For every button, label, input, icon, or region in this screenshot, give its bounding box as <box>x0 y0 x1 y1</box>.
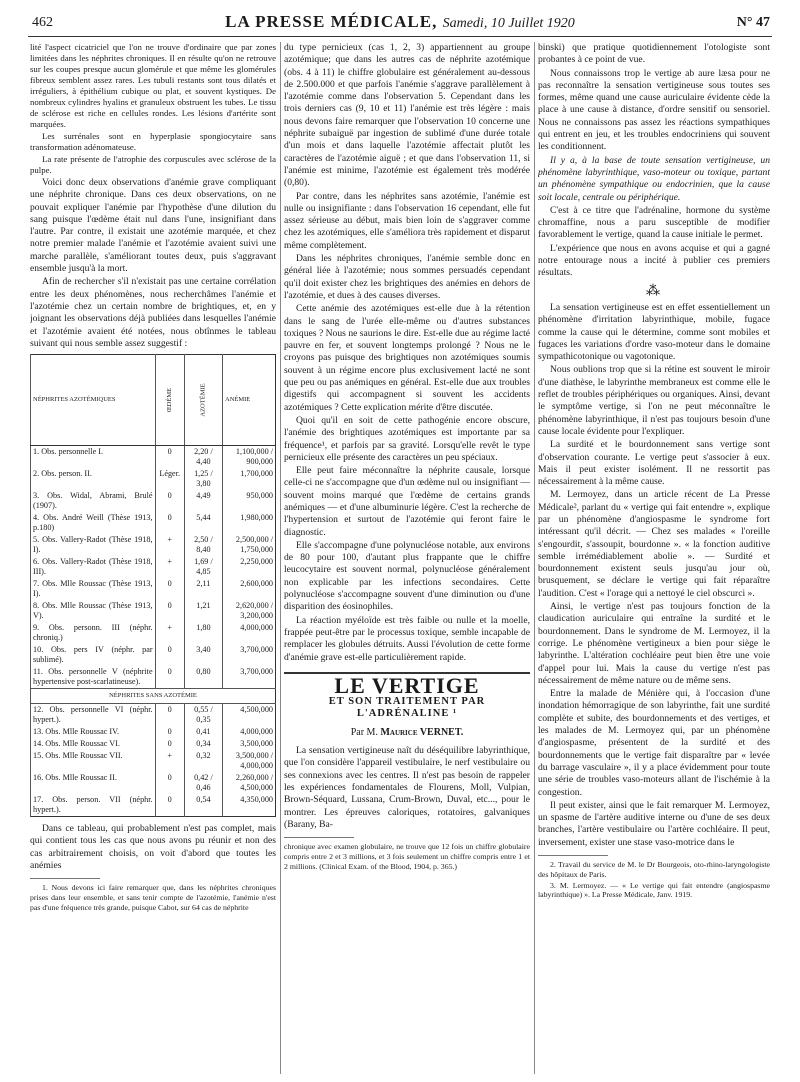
table-cell-oedeme: + <box>155 534 184 556</box>
table-cell-anemie: 2,600,000 <box>223 578 276 600</box>
table-section-label: NÉPHRITES SANS AZOTÉMIE <box>31 689 276 704</box>
table-cell-oedeme: 0 <box>155 772 184 794</box>
table-cell-anemie: 950,000 <box>223 490 276 512</box>
table-cell-oedeme: 0 <box>155 512 184 534</box>
paragraph: L'expérience que nous en avons acquise et qui a gagné notre entourage nous a incité à publier ces premiers résultats. <box>538 242 770 279</box>
table-cell-name: 8. Obs. Mlle Roussac (Thèse 1913, V). <box>31 600 156 622</box>
table-cell-azot: 0,55 / 0,35 <box>184 704 222 727</box>
table-cell-name: 4. Obs. André Weill (Thèse 1913, p.180) <box>31 512 156 534</box>
table-row <box>31 738 276 750</box>
paragraph: La sensation vertigineuse est en effet essentiellement un phénomène d'irritation labyrinthique, mobile, fugace comme la cause qui le détermine, comme sont mobiles et fugaces les variations d'ordre vaso-moteur dans le domaine sympathicotonique ou vagotonique. <box>538 301 770 363</box>
footnote: 2. Travail du service de M. le Dr Bourgeois, oto-rhino-laryngologiste des hôpitaux de Paris. <box>538 860 770 879</box>
table-cell-azot: 0,80 <box>184 666 222 689</box>
table-row <box>31 750 276 772</box>
column-3 <box>538 42 770 1072</box>
table-cell-name: 14. Obs. Mlle Roussac VI. <box>31 738 156 750</box>
table-row <box>31 468 276 490</box>
table-cell-anemie: 3,500,000 <box>223 738 276 750</box>
table-cell-azot: 0,32 <box>184 750 222 772</box>
table-cell-oedeme: 0 <box>155 446 184 469</box>
table-cell-azot: 1,80 <box>184 622 222 644</box>
footnote-rule <box>284 837 354 838</box>
table-cell-name: 5. Obs. Vallery-Radot (Thèse 1918, I). <box>31 534 156 556</box>
table-cell-anemie: 2,620,000 / 3,200,000 <box>223 600 276 622</box>
table-cell-oedeme: 0 <box>155 726 184 738</box>
paragraph: Entre la malade de Ménière qui, à l'occasion d'une inondation hémorragique de son labyrinthe, fait une surdité complète et subite, des bourdonnements et des vertiges, et les malades de M. Lermoyez qui, par un phénomène d'angiospasme, présentent de la surdité et des bourdonnements que le vertige fait disparaître par « levée du barrage vasculaire », il y a place évidemment pour toute une série de troubles vaso-moteurs allant de l'ischémie à la congestion. <box>538 688 770 798</box>
footnote: chronique avec examen globulaire, ne trouve que 12 fois un chiffre globulaire compris entre 2 et 3 millions, et 3 fois seulement un chiffre compris entre 1 et 2 millions. (Clinical Exam. of the Blood, 1904, p. 365.) <box>284 842 530 871</box>
table-row <box>31 794 276 817</box>
table-cell-name: 15. Obs. Mlle Roussac VII. <box>31 750 156 772</box>
article-title-block <box>284 672 530 739</box>
table-cell-anemie: 2,250,000 <box>223 556 276 578</box>
table-cell-azot: 0,41 <box>184 726 222 738</box>
table-cell-name: 17. Obs. person. VII (néphr. hypert.). <box>31 794 156 817</box>
paragraph: Dans ce tableau, qui probablement n'est pas complet, mais qui contient tous les cas que nous avons pu réunir et non des cas arbitrairement choisis, on voit d'abord que toutes les anémies <box>30 823 276 872</box>
table-cell-oedeme: 0 <box>155 666 184 689</box>
table-cell-name: 11. Obs. personnelle V (néphrite hypertensive post-scarlatineuse). <box>31 666 156 689</box>
paragraph: Voici donc deux observations d'anémie grave compliquant une néphrite chronique. Dans ces deux observations, on ne pouvait expliquer l'anémie par l'hypothèse d'une dilution du sang puisque l'œdème était nul dans l'une, insignifiant dans l'autre. Par contre, il existait une azotémie marquée, et chez notre premier malade l'anémie et l'azotémie avaient suivi une marche parallèle, s'améliorant toutes deux, puis s'aggravant ensemble jusqu'à la mort. <box>30 177 276 275</box>
table-cell-oedeme: 0 <box>155 738 184 750</box>
table-body-non-azotemic <box>31 704 276 817</box>
journal-title: LA PRESSE MÉDICALE, <box>225 12 438 31</box>
table-row <box>31 512 276 534</box>
page-header <box>28 6 772 36</box>
table-cell-oedeme: 0 <box>155 794 184 817</box>
table-cell-azot: 0,54 <box>184 794 222 817</box>
table-cell-name: 10. Obs. pers IV (néphr. par sublimé). <box>31 644 156 666</box>
column-2 <box>284 42 530 1072</box>
paragraph: Cette anémie des azotémiques est-elle due à la rétention dans le sang de l'urée elle-même ou d'autres substances toxiques ? Nous ne saurions le dire. Est-elle due au régime lacté pauvre en fer, et souvent longtemps prolongé ? Nous ne le croyons pas puisque des brightiques non azotémiques soumis souvent à un régime encore plus exclusivement lacté ne sont que peu ou pas anémiques en général. Est-elle due aux troubles digestifs qui accompagnent si souvent les accidents azotémiques ? Cette explication mérite d'être discutée. <box>284 303 530 413</box>
table-row <box>31 666 276 689</box>
table-cell-oedeme: 0 <box>155 578 184 600</box>
table-cell-anemie: 1,100,000 / 900,000 <box>223 446 276 469</box>
table-cell-anemie: 3,700,000 <box>223 644 276 666</box>
table-cell-anemie: 2,500,000 / 1,750,000 <box>223 534 276 556</box>
paragraph: La réaction myéloïde est très faible ou nulle et la moelle, frappée peut-être par le processus toxique, semble incapable de remplacer les globules détruits. Aussi l'évolution de cette forme d'anémie grave est-elle particulièrement rapide. <box>284 614 530 663</box>
article-author: Maurice VERNET. <box>380 726 464 738</box>
paragraph: La rate présente de l'atrophie des corpuscules avec sclérose de la pulpe. <box>30 154 276 175</box>
paragraph: Elle s'accompagne d'une polynucléose notable, aux environs de 80 pour 100, d'autant plus frappante que le chiffre leucocytaire est souvent normal, polynucléose généralement non explicable par les infections secondaires. Cette polynucléose s'accompagne souvent d'une diminution ou d'une disparition des éosinophiles. <box>284 539 530 613</box>
table-cell-azot: 4,49 <box>184 490 222 512</box>
table-row <box>31 726 276 738</box>
table-cell-anemie: 1,700,000 <box>223 468 276 490</box>
table-cell-azot: 1,25 / 3,80 <box>184 468 222 490</box>
page-number: 462 <box>32 15 53 30</box>
table-cell-name: 6. Obs. Vallery-Radot (Thèse 1918, III). <box>31 556 156 578</box>
table-cell-anemie: 1,980,000 <box>223 512 276 534</box>
table-header-nephrites: NÉPHRITES AZOTÉMIQUES <box>31 355 156 446</box>
paragraph: Nous oublions trop que si la rétine est souvent le miroir d'une diathèse, le labyrinthe membraneux est comme elle le reflet de troubles périphériques ou organiques. Ainsi, devant le symptôme vertige, si l'on ne peut méconnaître le phénomène labyrinthique, il n'est pas toujours besoin d'une cause locale évidente pour l'expliquer. <box>538 364 770 437</box>
table-cell-name: 16. Obs. Mlle Roussac II. <box>31 772 156 794</box>
paragraph: Nous connaissons trop le vertige ab aure læsa pour ne pas reconnaître la sensation vertigineuse sous toutes ses formes, même quand une cause auriculaire évidente cède la place à une cause à distance, d'ordre sensitif ou sensoriel. Nous ne connaissons pas assez les réactions sympathiques qui entrent en jeu, et les troubles endocriniens qui souvent les conditionnent. <box>538 67 770 153</box>
table-cell-oedeme: + <box>155 750 184 772</box>
article-byline <box>284 727 530 739</box>
article-subtitle: ET SON TRAITEMENT PAR L'ADRÉNALINE ¹ <box>328 696 486 720</box>
paragraph: Quoi qu'il en soit de cette pathogénie encore obscure, l'anémie des brightiques azotémiques est importante par sa fréquence¹, et parfois par sa gravité. Lorsqu'elle revêt le type pernicieux elle présente des caractères un peu spéciaux. <box>284 414 530 463</box>
table-cell-name: 1. Obs. personnelle I. <box>31 446 156 469</box>
table-row <box>31 772 276 794</box>
paragraph: Afin de rechercher s'il n'existait pas une certaine corrélation entre les deux phénomènes, nous recherchâmes l'anémie et l'azotémie chez un certain nombre de brightiques, et, en y joignant les observations déjà publiées dans lesquelles l'anémie et l'azotémie avaient été notées, nous obtînmes le tableau suivant qui nous semble assez suggestif : <box>30 276 276 349</box>
paragraph: Dans les néphrites chroniques, l'anémie semble donc en général liée à l'azotémie; nous sommes persuadés cependant qu'il doit exister chez les brightiques des anémies en dehors de l'azotémie, et dues à des causes diverses. <box>284 253 530 301</box>
table-cell-anemie: 2,260,000 / 4,500,000 <box>223 772 276 794</box>
table-cell-azot: 3,40 <box>184 644 222 666</box>
table-cell-azot: 0,42 / 0,46 <box>184 772 222 794</box>
issue-number: N° 47 <box>736 15 770 30</box>
paragraph: Il y a, à la base de toute sensation vertigineuse, un phénomène labyrinthique, vaso-moteur ou toxique, partant un phénomène sympathique ou endocrinien, que la cause soit locale, centrale ou périphérique. <box>538 154 770 203</box>
table-row <box>31 644 276 666</box>
table-row <box>31 534 276 556</box>
table-cell-anemie: 4,350,000 <box>223 794 276 817</box>
table-cell-anemie: 3,700,000 <box>223 666 276 689</box>
paragraph: binski) que pratique quotidiennement l'otologiste sont probantes à ce point de vue. <box>538 42 770 66</box>
table-row <box>31 622 276 644</box>
footnote-rule <box>30 878 100 879</box>
table-cell-name: 2. Obs. person. II. <box>31 468 156 490</box>
paragraph: M. Lermoyez, dans un article récent de La Presse Médicale², parlant du « vertige qui fait entendre », explique par un phénomène d'angiospasme le syndrome fort intéressant qu'il décrit. — Chez ses malades « l'oreille s'engourdit, s'assoupit, bourdonne ». « la fonction auditive semble irrémédiablement abolie ». — Surdité et bourdonnement existent seuls jusqu'au jour où, brusquement, se déclare le vertige qui fait réparaître l'audition. C'est « l'orage qui a nettoyé le ciel obscurci ». <box>538 489 770 599</box>
paragraph: La surdité et le bourdonnement sans vertige sont d'observation courante. Le vertige peut s'associer à eux. Mais il peut exister isolément. Il ne ressortit pas nécessairement à la même cause. <box>538 439 770 488</box>
article-title: LE VERTIGE <box>334 672 480 698</box>
table-cell-name: 9. Obs. personn. III (néphr. chroniq.) <box>31 622 156 644</box>
table-row <box>31 490 276 512</box>
table-cell-name: 13. Obs. Mlle Roussac IV. <box>31 726 156 738</box>
table-header-anemie: ANÉMIE <box>223 355 276 446</box>
footnote: 1. Nous devons ici faire remarquer que, dans les néphrites chroniques prises dans leur ensemble, et sans tenir compte de l'azotémie, l'anémie n'est pas d'une fréquence très grande, puisque Cabot, sur 64 cas de néphrite <box>30 883 276 912</box>
observations-table <box>30 354 276 817</box>
paragraph: Ainsi, le vertige n'est pas toujours fonction de la claudication auriculaire qui entraîne la surdité et le bourdonnement. Dans le syndrome de M. Lermoyez, il la corrige. Le phénomène vertigineux a bien pour siège le labyrinthe. L'altération cochléaire peut bien être une voie d'appel pour lui. Mais la cause du vertige n'est pas nécessairement de même nature ou de même sens. <box>538 601 770 686</box>
table-cell-anemie: 4,000,000 <box>223 622 276 644</box>
table-cell-azot: 2,50 / 8,40 <box>184 534 222 556</box>
table-cell-azot: 0,34 <box>184 738 222 750</box>
journal-masthead <box>28 12 772 32</box>
table-cell-azot: 5,44 <box>184 512 222 534</box>
table-cell-azot: 2,11 <box>184 578 222 600</box>
table-row <box>31 578 276 600</box>
column-divider <box>280 42 281 1074</box>
column-1 <box>30 42 276 1072</box>
paragraph: Il peut exister, ainsi que le fait remarquer M. Lermoyez, un spasme de l'artère auditive interne ou d'une de ses deux branches, l'artère vestibulaire ou l'artère cochléaire. Il peut, inversement, exister une stase vaso-motrice dans le <box>538 799 770 848</box>
table-cell-azot: 1,21 <box>184 600 222 622</box>
table-cell-azot: 1,69 / 4,85 <box>184 556 222 578</box>
footnote-rule <box>538 855 608 856</box>
table-cell-anemie: 3,500,000 / 4,000,000 <box>223 750 276 772</box>
asterism-separator: ⁂ <box>646 283 662 299</box>
table-cell-name: 3. Obs. Widal, Abrami, Brulé (1907). <box>31 490 156 512</box>
table-cell-oedeme: Léger. <box>155 468 184 490</box>
table-cell-anemie: 4,000,000 <box>223 726 276 738</box>
table-cell-anemie: 4,500,000 <box>223 704 276 727</box>
header-rule <box>28 36 772 37</box>
table-cell-name: 7. Obs. Mlle Roussac (Thèse 1913, I). <box>31 578 156 600</box>
table-row <box>31 704 276 727</box>
table-row <box>31 446 276 469</box>
paragraph: du type pernicieux (cas 1, 2, 3) appartiennent au groupe azotémique; que dans les autres cas de néphrite azotémique (obs. 4 à 11) le chiffre globulaire est généralement au-dessous de 2.500.000 et que parfois l'anémie s'aggrave parallèlement à l'azotémie comme dans l'observation 5. Cependant dans les trois derniers cas (9, 10 et 11) l'anémie est très légère : mais nous devons faire remarquer que l'observation 10 concerne une néphrite subaiguë par ingestion de sublimé d'une durée totale d'un mois et dans laquelle l'azotémie affectait plutôt les caractères de l'azotémie aiguë ; et que dans l'observation 11, si l'anémie est minime, l'azotémie est également très modérée (0,80). <box>284 42 530 189</box>
paragraph: C'est à ce titre que l'adrénaline, hormone du système chromaffine, nous a paru susceptible de modifier favorablement le vertige, quand la cause initiale le permet. <box>538 204 770 241</box>
paragraph: Elle peut faire méconnaître la néphrite causale, lorsque celle-ci ne s'accompagne que d'un œdème nul ou insignifiant — souvent moins marqué que l'œdème de certains grands anémiques — et d'une albuminurie légère. C'est la recherche de l'hypertension et surtout de l'azotémie qui feront faire le diagnostic. <box>284 465 530 538</box>
paragraph: lité l'aspect cicatriciel que l'on ne trouve d'ordinaire que par zones limitées dans les néphrites chroniques. Il en résulte qu'on ne retrouve sur les coupes presque aucun glomérule et que même les glomérules fibreux semblent assez rares. Les tubuli restants sont tous dilatés et irréguliers, à épithélium cubique ou plat, et souvent kystiques. De nombreux cylindres hyalins et granuleux obstruent les tubes. Le tissu de sclérose est riche en cellules rondes. Les lésions d'artérite sont marquées. <box>30 42 276 129</box>
table-row <box>31 556 276 578</box>
byline-prefix: Par M. <box>350 726 378 738</box>
table-body-azotemic <box>31 446 276 689</box>
footnote: 3. M. Lermoyez. — « Le vertige qui fait entendre (angiospasme labyrinthique) ». La Presse Médicale, Janv. 1919. <box>538 880 770 900</box>
paragraph: Par contre, dans les néphrites sans azotémie, l'anémie est nulle ou insignifiante : dans l'observation 16 cependant, elle fut assez sérieuse au début, mais bien loin de s'aggraver comme chez les azotémiques, elle s'améliora très rapidement et disparut même complètement. <box>284 190 530 251</box>
table-cell-oedeme: + <box>155 622 184 644</box>
table-header-oedeme: ŒDÈME <box>155 355 184 446</box>
table-cell-oedeme: 0 <box>155 704 184 727</box>
paragraph: Les surrénales sont en hyperplasie spongiocytaire sans transformation adénomateuse. <box>30 131 276 152</box>
column-divider <box>534 42 535 1074</box>
table-cell-oedeme: 0 <box>155 490 184 512</box>
table-header-azotemie: AZOTÉMIE <box>184 355 222 446</box>
issue-date: Samedi, 10 Juillet 1920 <box>442 16 575 31</box>
table-cell-oedeme: 0 <box>155 644 184 666</box>
table-cell-name: 12. Obs. personnelle VI (néphr. hypert.). <box>31 704 156 727</box>
table-cell-azot: 2,20 / 4,40 <box>184 446 222 469</box>
table-cell-oedeme: + <box>155 556 184 578</box>
paragraph: La sensation vertigineuse naît du déséquilibre labyrinthique, que l'on considère l'appareil vestibulaire, le nerf vestibulaire ou ses connexions avec les centres. Il n'est pas besoin de rappeler les expériences fondamentales de Flourens, Moll, Vulpian, Brown-Séquard, Lussana, Crum-Brown, Duval, etc..., pour le montrer. Les épreuves caloriques, rotatoires, galvaniques (Barany, Ba- <box>284 745 530 830</box>
table-cell-oedeme: 0 <box>155 600 184 622</box>
table-row <box>31 600 276 622</box>
